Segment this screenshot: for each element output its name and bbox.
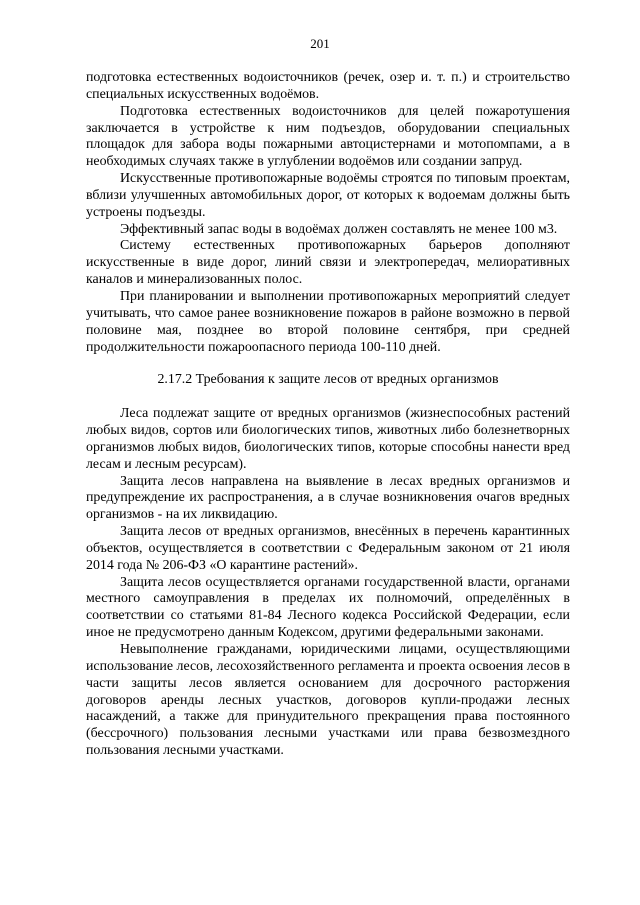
paragraph-protection-aim: Защита лесов направлена на выявление в лесах вредных организмов и предупреждение их распространения, а в случае возникновения очагов вредных организмов - на их ликвидацию. <box>86 473 570 523</box>
paragraph-water-supply: Эффективный запас воды в водоёмах должен составлять не менее 100 м3. <box>120 221 558 237</box>
section-spacer-bottom <box>86 389 570 406</box>
paragraph-authorities: Защита лесов осуществляется органами государственной власти, органами местного самоуправления в пределах их полномочий, определённых в соответствии со статьями 81-84 Лесного кодекса Российской Федерации, если иное не предусмотрено данным Кодексом, другими федеральными законами. <box>86 574 570 641</box>
paragraph-continuation: подготовка естественных водоисточников (речек, озер и. т. п.) и строительство специальных искусственных водоёмов. <box>86 70 570 102</box>
paragraph-artificial-reservoirs: Искусственные противопожарные водоёмы строятся по типовым проектам, вблизи улучшенных автомобильных дорог, от которых к водоемам должны быть устроены подъезды. <box>86 171 570 220</box>
paragraph-non-compliance: Невыполнение гражданами, юридическими лицами, осуществляющими использование лесов, лесохозяйственного регламента и проекта освоения лесов в части защиты лесов является основанием для досрочного расторжения договоров аренды лесных участков, договоров купли-продажи лесных насаждений, а также для принудительного прекращения права постоянного (бессрочного) пользования лесными участками или права безвозмездного пользования лесными участками. <box>86 642 570 759</box>
paragraph-forest-protection: Леса подлежат защите от вредных организмов (жизнеспособных растений любых видов, сортов или биологических типов, животных либо болезнетворных организмов любых видов, биологических типов, которые способны нанести вред лесам и лесным ресурсам). <box>86 406 570 472</box>
page-body <box>86 70 570 760</box>
paragraph-fire-season: При планировании и выполнении противопожарных мероприятий следует учитывать, что самое ранее возникновение пожаров в районе возможно в первой половине мая, позднее во второй половине сентября, при средней продолжительности пожароопасного периода 100-110 дней. <box>86 288 570 355</box>
paragraph-quarantine: Защита лесов от вредных организмов, внесённых в перечень карантинных объектов, осуществляется в соответствии с Федеральным законом от 21 июля 2014 года № 206-ФЗ «О карантине растений». <box>86 524 570 573</box>
section-spacer-top <box>86 356 570 372</box>
section-heading: 2.17.2 Требования к защите лесов от вредных организмов <box>157 372 499 388</box>
paragraph-fire-barriers: Систему естественных противопожарных барьеров дополняют искусственные в виде дорог, линий связи и электропередач, мелиоративных каналов и минерализованных полос. <box>86 238 570 288</box>
page-number: 201 <box>310 36 330 51</box>
paragraph-water-source-preparation: Подготовка естественных водоисточников для целей пожаротушения заключается в устройстве к ним подъездов, оборудовании специальных площадок для забора воды пожарными автоцистернами и мотопомпами, а в необходимых случаях также в углублении водоёмов или создании запруд. <box>86 103 570 170</box>
